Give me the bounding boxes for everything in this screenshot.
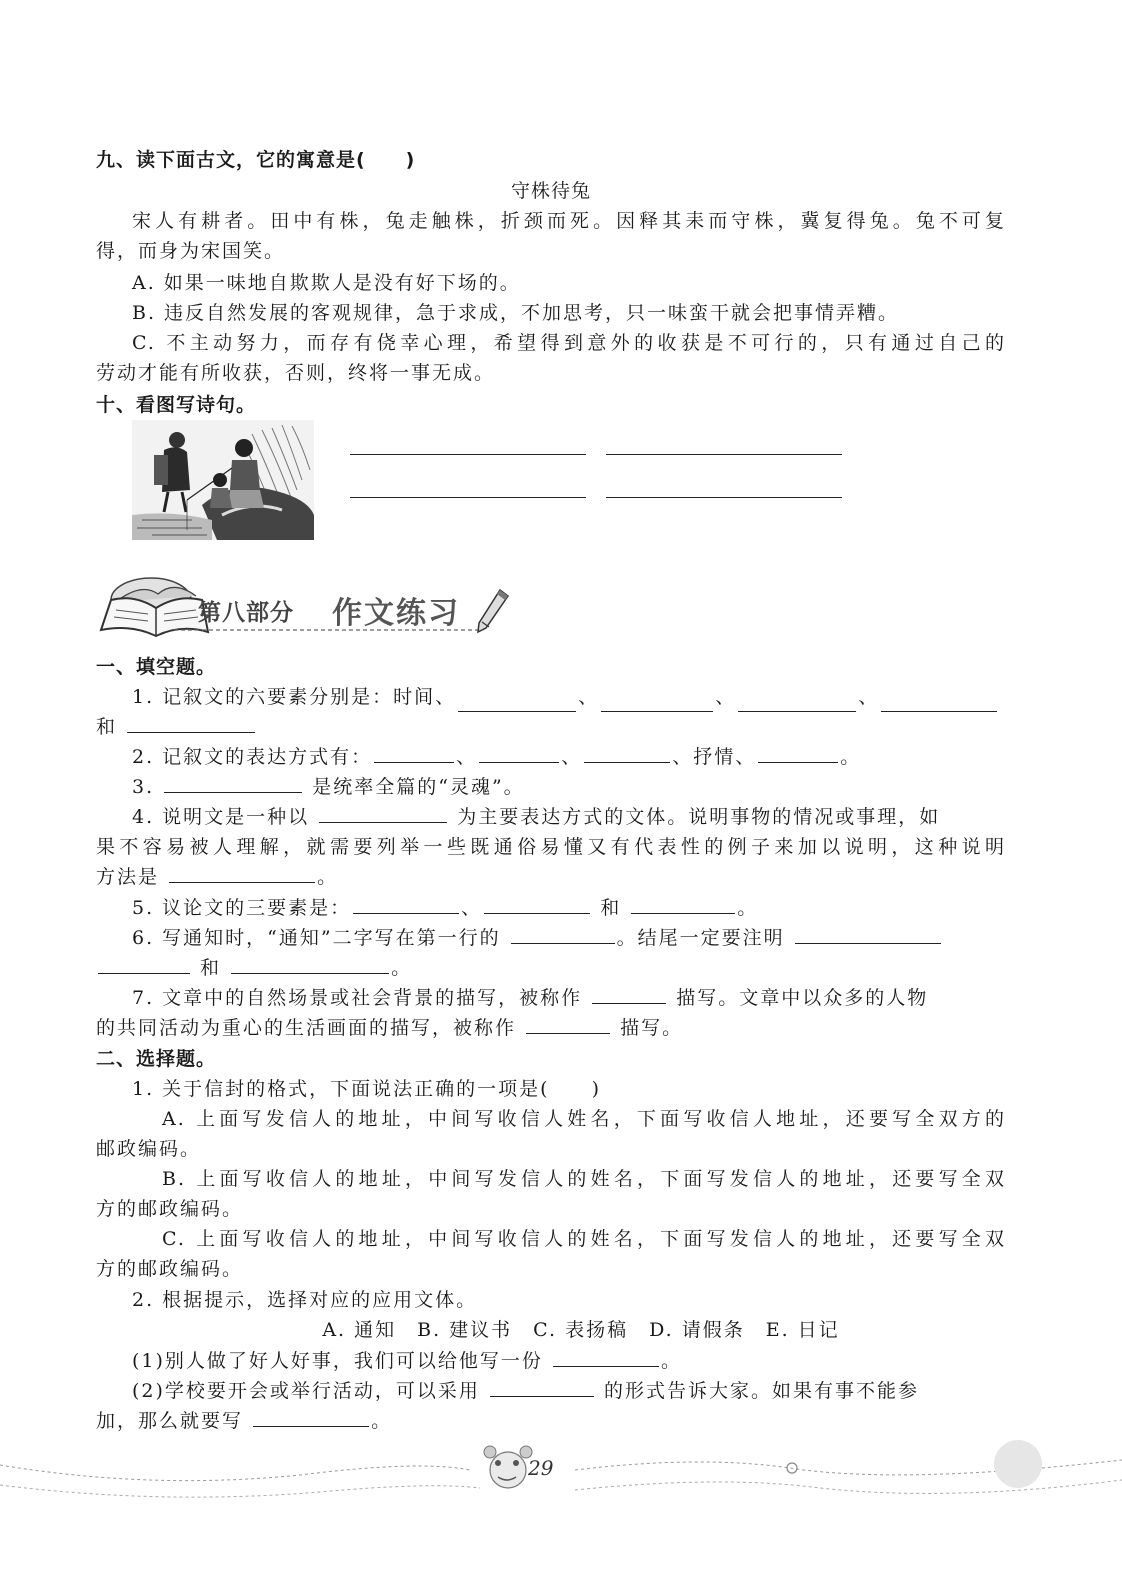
and-text: 和 — [600, 897, 622, 919]
fill-q4-blank-1[interactable] — [319, 804, 447, 823]
fill-q1-line-2 — [96, 712, 1006, 742]
fill-q2-blank-3[interactable] — [584, 744, 670, 763]
fill-q2-blank-4[interactable] — [758, 744, 838, 763]
choice-q2-item-1 — [96, 1346, 1006, 1376]
fill-q6-blank-2[interactable] — [795, 925, 941, 944]
fill-q1-blank-4[interactable] — [881, 693, 997, 712]
choice-q1-option-a-line-1: A. 上面写发信人的地址，中间写收信人姓名，下面写收信人地址，还要写全双方的 — [162, 1108, 1006, 1130]
fishing-scene-illustration — [132, 420, 314, 540]
choice-q1-option-c-line-2: 方的邮政编码。 — [96, 1258, 244, 1280]
fill-q2-text-2: 、抒情、 — [672, 746, 757, 768]
pencil-icon — [474, 588, 510, 634]
separator: 、 — [715, 686, 737, 708]
fill-q5-blank-1[interactable] — [353, 895, 459, 914]
fill-q1-blank-5[interactable] — [127, 714, 255, 733]
footer-wave-decoration — [0, 1430, 1122, 1550]
choice-q1-option-a-line-2: 邮政编码。 — [96, 1138, 202, 1160]
fill-q3-text: 是统率全篇的“灵魂”。 — [312, 776, 525, 798]
fill-heading: 一、填空题。 — [96, 656, 217, 678]
period: 。 — [317, 866, 339, 888]
period: 。 — [737, 897, 759, 919]
choice-q1-option-b-line-2: 方的邮政编码。 — [96, 1198, 244, 1220]
section-name-label: 作文练习 — [332, 596, 460, 631]
fill-q2-blank-1[interactable] — [374, 744, 454, 763]
section-part-label: 第八部分 — [198, 600, 294, 626]
choice-q2-options: A. 通知 B. 建议书 C. 表扬稿 D. 请假条 E. 日记 — [322, 1319, 840, 1341]
fill-q5-blank-2[interactable] — [484, 895, 590, 914]
fill-q7-text-4: 描写。 — [620, 1017, 684, 1039]
fill-q4-text: 4. 说明文是一种以 — [132, 806, 310, 828]
separator: 、 — [578, 686, 600, 708]
choice-q2-item-2-line-1 — [96, 1376, 1006, 1406]
fill-q1-blank-1[interactable] — [458, 693, 576, 712]
fill-q1-text: 1. 记叙文的六要素分别是：时间、 — [132, 686, 457, 708]
fill-q7-line-2 — [96, 1013, 1006, 1043]
fill-q5-text: 5. 议论文的三要素是： — [132, 897, 352, 919]
choice-q1: 1. 关于信封的格式，下面说法正确的一项是( ) — [132, 1078, 601, 1100]
fill-q6-line-2 — [96, 953, 1006, 983]
period: 。 — [391, 957, 413, 979]
fill-q5-blank-3[interactable] — [631, 895, 735, 914]
fill-q7-text: 7. 文章中的自然场景或社会背景的描写，被称作 — [132, 987, 583, 1009]
fill-q4-text-2: 为主要表达方式的文体。说明事物的情况或事理，如 — [457, 806, 941, 828]
q9-story-title: 守株待兔 — [510, 180, 591, 202]
fill-q1-blank-2[interactable] — [601, 693, 713, 712]
fill-q3-number: 3. — [132, 776, 155, 798]
fill-q1-blank-3[interactable] — [738, 693, 856, 712]
poem-answer-line-1[interactable] — [350, 454, 586, 455]
choice-q1-option-b-line-1: B. 上面写收信人的地址，中间写发信人的姓名，下面写发信人的地址，还要写全双 — [162, 1168, 1006, 1190]
fill-q4-text-3: 方法是 — [96, 866, 160, 888]
q9-option-c-line-1: C. 不主动努力，而存有侥幸心理，希望得到意外的收获是不可行的，只有通过自己的 — [132, 332, 1006, 354]
choice-q2-blank-1[interactable] — [553, 1348, 659, 1367]
page-number: 29 — [528, 1456, 554, 1480]
fill-q4-line-2: 果不容易被人理解，就需要列举一些既通俗易懂又有代表性的例子来加以说明，这种说明 — [96, 836, 1006, 858]
section-banner — [96, 570, 516, 650]
q9-heading: 九、读下面古文，它的寓意是( ) — [96, 149, 416, 171]
choice-q2: 2. 根据提示，选择对应的应用文体。 — [132, 1289, 478, 1311]
fill-q7-text-2: 描写。文章中以众多的人物 — [676, 987, 929, 1009]
poem-answer-line-3[interactable] — [350, 497, 586, 498]
fill-q4-blank-2[interactable] — [169, 864, 315, 883]
choice-q2-item-1-text: (1)别人做了好人好事，我们可以给他写一份 — [132, 1350, 543, 1372]
and-text: 和 — [200, 957, 222, 979]
fill-q1-line-1 — [96, 682, 1006, 712]
q9-story-line-2: 得，而身为宋国笑。 — [96, 240, 286, 262]
separator: 、 — [561, 746, 583, 768]
q9-option-c-line-2: 劳动才能有所收获，否则，终将一事无成。 — [96, 362, 496, 384]
fill-q3-blank[interactable] — [164, 774, 302, 793]
fill-q6-text: 6. 写通知时，“通知”二字写在第一行的 — [132, 927, 501, 949]
fill-q2-text: 2. 记叙文的表达方式有： — [132, 746, 373, 768]
separator: 、 — [461, 897, 483, 919]
choice-q2-item-2-text-2: 的形式告诉大家。如果有事不能参 — [604, 1380, 920, 1402]
fill-q6-blank-3[interactable] — [98, 955, 190, 974]
fill-q2-blank-2[interactable] — [479, 744, 559, 763]
q9-option-b: B. 违反自然发展的客观规律，急于求成，不加思考，只一味蛮干就会把事情弄糟。 — [132, 302, 900, 324]
choice-heading: 二、选择题。 — [96, 1048, 217, 1070]
fill-q7-text-3: 的共同活动为重心的生活画面的描写，被称作 — [96, 1017, 517, 1039]
q9-option-a: A. 如果一味地自欺欺人是没有好下场的。 — [132, 272, 521, 294]
fill-q6-text-2: 。结尾一定要注明 — [616, 927, 785, 949]
choice-q2-blank-3[interactable] — [253, 1408, 369, 1427]
choice-q2-item-2-text-3: 加，那么就要写 — [96, 1410, 244, 1432]
period: 。 — [660, 1350, 682, 1372]
fill-q7-blank-1[interactable] — [592, 985, 666, 1004]
period: 。 — [371, 1410, 393, 1432]
and-text: 和 — [96, 716, 118, 738]
fill-q5 — [96, 893, 1006, 923]
poem-answer-line-4[interactable] — [606, 497, 842, 498]
page-footer — [0, 1430, 1122, 1550]
fill-q6-line-1 — [96, 923, 1006, 953]
fill-q6-blank-1[interactable] — [511, 925, 615, 944]
fill-q7-blank-2[interactable] — [526, 1015, 610, 1034]
fill-q7-line-1 — [96, 983, 1006, 1013]
choice-q2-item-2-text: (2)学校要开会或举行活动，可以采用 — [132, 1380, 480, 1402]
choice-q1-option-c-line-1: C. 上面写收信人的地址，中间写收信人的姓名，下面写发信人的地址，还要写全双 — [162, 1228, 1006, 1250]
separator: 、 — [858, 686, 880, 708]
fill-q4-line-3 — [96, 862, 1006, 892]
q9-story-line-1: 宋人有耕者。田中有株，兔走触株，折颈而死。因释其耒而守株，冀复得兔。兔不可复 — [132, 210, 1006, 232]
separator: 、 — [456, 746, 478, 768]
fill-q4-line-1 — [96, 802, 1006, 832]
period: 。 — [840, 746, 862, 768]
fill-q2 — [96, 742, 1006, 772]
fill-q6-blank-4[interactable] — [231, 955, 389, 974]
poem-answer-line-2[interactable] — [606, 454, 842, 455]
choice-q2-blank-2[interactable] — [490, 1378, 594, 1397]
q10-heading: 十、看图写诗句。 — [96, 394, 257, 416]
fill-q3 — [96, 772, 1006, 802]
